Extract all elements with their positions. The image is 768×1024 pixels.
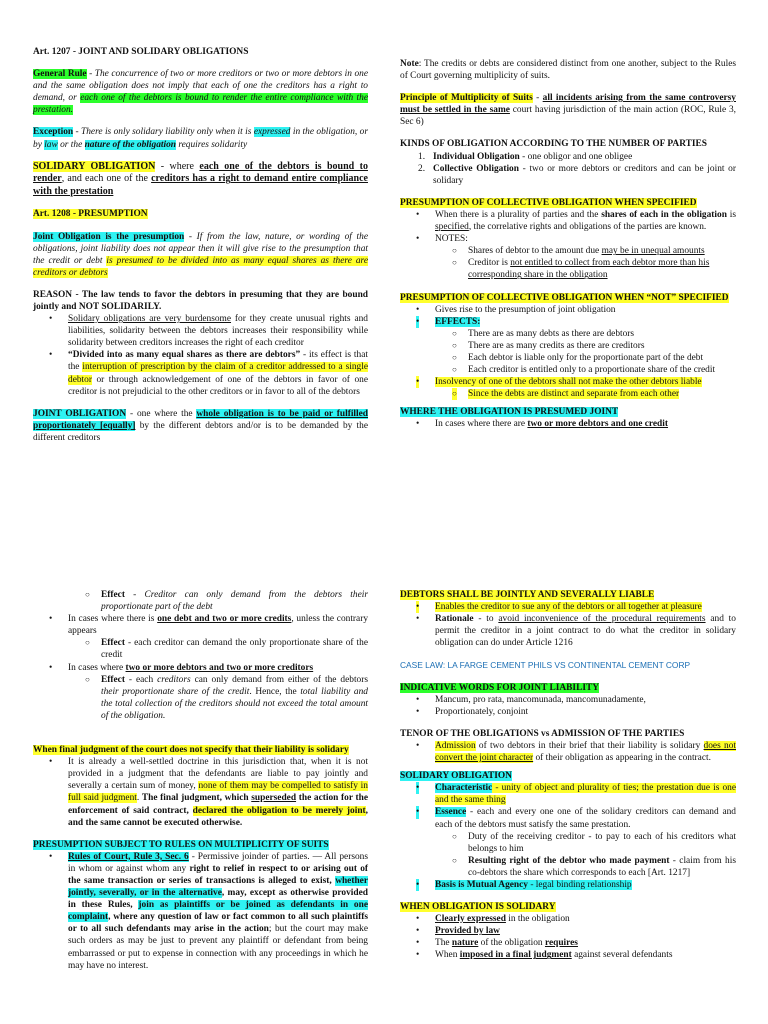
case-law-reference: CASE LAW: LA FARGE CEMENT PHILS VS CONTINENTAL CEMENT CORP <box>400 660 691 671</box>
presumption-specified-heading: PRESUMPTION OF COLLECTIVE OBLIGATION WHEN SPECIFIED <box>400 197 697 208</box>
presumption-specified-list <box>400 209 736 282</box>
where-presumed-joint-heading: WHERE THE OBLIGATION IS PRESUMED JOINT <box>400 407 619 418</box>
list-item: ○ Each creditor is entitled only to a proportionate share of the credit <box>452 365 716 376</box>
solidary-obligation-heading: SOLIDARY OBLIGATION <box>400 771 512 782</box>
column-right-top <box>400 58 736 431</box>
list-item: ○ Shares of debtor to the amount due may be in unequal amounts <box>452 246 705 257</box>
principle-multiplicity-paragraph: Principle of Multiplicity of Suits - all incidents arising from the same controversy must be settled in the same court having jurisdiction of the main action (ROC, Rule 3, Sec 6) <box>400 93 736 128</box>
general-rule-paragraph: General Rule - The concurrence of two or more creditors or two or more debtors in one and the same obligation does not imply that each of one the creditors has a right to demand, or each one of the debtors is bound to render the entire compliance with the prestation. <box>33 69 368 116</box>
where-presumed-joint-list <box>400 418 736 430</box>
list-item: ○ Effect - each creditor can demand the only proportionate share of the credit <box>85 638 368 661</box>
list-item: • Mancum, pro rata, mancomunada, mancomunadamente, <box>416 694 646 705</box>
solidary-obligation-list <box>400 782 736 891</box>
debtors-liable-heading: DEBTORS SHALL BE JOINTLY AND SEVERALLY LIABLE <box>400 590 655 600</box>
list-item: 1. Individual Obligation - one obligor and one obligee <box>418 151 633 162</box>
list-item: • It is already a well-settled doctrine in this jurisdiction that, when it is not provided in a judgment that the defendants are liable to pay jointly and severally a certain sum of money, none of them may be compelled to satisfy in full said judgment. The final judgment, which superseded the action for the enforcement of said contract, declared the obligation to be merely joint, and the same cannot be executed otherwise. <box>49 757 368 828</box>
list-item: ○ There are as many credits as there are creditors <box>452 340 645 351</box>
note-paragraph: Note: The credits or debts are considered distinct from one another, subject to the Rules of Court governing multiplicity of suits. <box>400 59 736 82</box>
solidary-obligation-definition: SOLIDARY OBLIGATION - where each one of the debtors is bound to render, and each one of the creditors has a right to demand entire compliance with the prestation <box>33 160 368 197</box>
list-item: • Rationale - to avoid inconvenience of the procedural requirements and to permit the creditor in a joint contract to do what the creditor in solidary obligation can do under Article 1216 <box>416 614 736 649</box>
list-item: ○ Effect - Creditor can only demand from the debtors their proportionate part of the debt <box>85 590 368 613</box>
presumption-rules-heading: PRESUMPTION SUBJECT TO RULES ON MULTIPLICITY OF SUITS <box>33 839 329 850</box>
presumption-not-specified-heading: PRESUMPTION OF COLLECTIVE OBLIGATION WHEN “NOT” SPECIFIED <box>400 292 729 303</box>
list-item: ○ Duty of the receiving creditor - to pay to each of his creditors what belongs to him <box>452 831 736 854</box>
list-item: ○ Effect - each creditors can only demand from either of the debtors their proportionate share of the credit. Hence, the total liability and the total collection of the creditors should not exceed the total amount of the obligation. <box>85 674 369 721</box>
list-item: • EFFECTS: <box>416 316 481 327</box>
final-judgment-heading: When final judgment of the court does not specify that their liability is solidary <box>33 745 349 756</box>
column-right-bottom <box>400 589 736 962</box>
list-item: ○ Creditor is not entitled to collect from each debtor more than his corresponding share in the obligation <box>452 258 710 281</box>
list-item: • Provided by law <box>416 926 500 937</box>
list-item: • Rules of Court, Rule 3, Sec. 6 - Permissive joinder of parties. — All persons in whom or against whom any right to relief in respect to or arising out of the same transaction or series of transactions is alleged to exist, whether jointly, severally, or in the alternative, may, except as otherwise provided in these Rules, join as plaintiffs or be joined as defendants in one complaint, where any question of law or fact common to all such plaintiffs or to all such defendants may arise in the action; but the court may make such orders as may be just to prevent any plaintiff or defendant from being embarrassed or put to expense in connection with any proceedings in which he may have no interest. <box>49 851 368 971</box>
final-judgment-list <box>33 756 368 829</box>
joint-obligation-definition: JOINT OBLIGATION - one where the whole obligation is to be paid or fulfilled proportionately [equally] by the different debtors and/or is to be demanded by the different creditors <box>33 408 369 443</box>
art-1207-heading: Art. 1207 - JOINT AND SOLIDARY OBLIGATIONS <box>33 47 249 57</box>
tenor-list <box>400 740 736 764</box>
list-item: ○ There are as many debts as there are debtors <box>452 328 635 339</box>
indicative-words-heading: INDICATIVE WORDS FOR JOINT LIABILITY <box>400 682 600 693</box>
list-item: • Clearly expressed in the obligation <box>416 914 570 925</box>
column-left-bottom <box>33 589 368 972</box>
exception-paragraph: Exception - There is only solidary liability only when it is expressed in the obligation, or by law or the nature of the obligation requires solidarity <box>33 127 368 150</box>
list-item: • Essence - each and every one one of the solidary creditors can demand and each of the debtors must satisfy the same prestation. <box>416 807 736 830</box>
art-1208-heading: Art. 1208 - PRESUMPTION <box>33 209 148 220</box>
column-left-top <box>33 46 368 444</box>
list-item: • The nature of the obligation requires <box>416 938 578 949</box>
effects-list <box>33 589 368 722</box>
kinds-heading: KINDS OF OBLIGATION ACCORDING TO THE NUMBER OF PARTIES <box>400 139 708 150</box>
list-item: • Gives rise to the presumption of joint obligation <box>416 304 616 315</box>
list-item: ○ Each debtor is liable only for the proportionate part of the debt <box>452 352 704 363</box>
tenor-heading: TENOR OF THE OBLIGATIONS vs ADMISSION OF THE PARTIES <box>400 728 685 739</box>
list-item: ○ Since the debts are distinct and separate from each other <box>452 389 680 400</box>
rules-of-court-list <box>33 851 368 972</box>
list-item: • Insolvency of one of the debtors shall not make the other debtors liable <box>416 377 702 388</box>
list-item: • Proportionately, conjoint <box>416 706 529 717</box>
list-item: • Basis is Mutual Agency - legal binding relationship <box>416 879 632 890</box>
list-item: • Admission of two debtors in their brief that their liability is solidary does not convert the joint character of their obligation as appearing in the contract. <box>416 740 736 764</box>
joint-presumption-paragraph: Joint Obligation is the presumption - If from the law, nature, or wording of the obligations, joint liability does not appear then it will give rise to the presumption that the credit or debt is presumed to be divided into as many equal shares as there are creditors or debtors <box>33 231 368 278</box>
list-item: • NOTES: <box>416 234 468 245</box>
indicative-words-list <box>400 694 736 718</box>
reason-paragraph: REASON - The law tends to favor the debtors in presuming that they are bound jointly and NOT SOLIDARILY. <box>33 289 368 312</box>
list-item: ○ Resulting right of the debtor who made payment - claim from his co-debtors the share which corresponds to each [Art. 1217] <box>452 855 736 878</box>
list-item: • Characteristic - unity of object and plurality of ties; the prestation due is one and the same thing <box>416 783 736 806</box>
when-solidary-list <box>400 913 736 961</box>
when-solidary-heading: WHEN OBLIGATION IS SOLIDARY <box>400 902 556 913</box>
kinds-list <box>400 151 736 187</box>
list-item: • In cases where two or more debtors and two or more creditors <box>49 662 314 673</box>
list-item: • Solidary obligations are very burdensome for they create unusual rights and liabilities, solidarity between the debtors increases their responsibility while solidarity between creditors increases the right of each creditor <box>49 314 368 349</box>
list-item: • In cases where there is one debt and two or more credits, unless the contrary appears <box>49 614 369 637</box>
list-item: • When there is a plurality of parties and the shares of each in the obligation is specified, the correlative rights and obligations of the parties are known. <box>416 209 736 233</box>
debtors-liable-list <box>400 601 736 649</box>
list-item: 2. Collective Obligation - two or more debtors or creditors and can be joint or solidary <box>418 163 736 186</box>
list-item: • When imposed in a final judgment against several defendants <box>416 950 673 961</box>
list-item: • Enables the creditor to sue any of the debtors or all together at pleasure <box>416 602 702 613</box>
list-item: • In cases where there are two or more debtors and one credit <box>416 419 669 430</box>
reason-list <box>33 313 368 398</box>
presumption-not-specified-list <box>400 304 736 401</box>
list-item: • “Divided into as many equal shares as there are debtors” - its effect is that the interruption of prescription by the claim of a creditor addressed to a single debtor or through acknowledgement of one of the debtors in favor of one creditor is not prejudicial to the other creditors or in favor to all of the debtors <box>49 350 368 397</box>
